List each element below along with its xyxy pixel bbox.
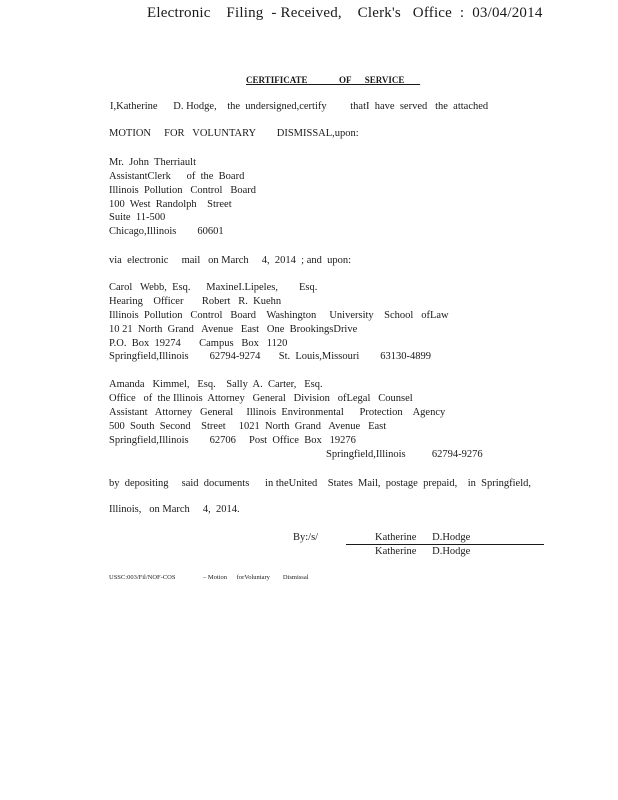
address-line: Hearing Officer Robert R. Kuehn [109,296,282,307]
address-line: P.O. Box 19274 Campus Box 1120 [109,338,288,349]
printed-name: Katherine D.Hodge [375,546,471,557]
address-line: 100 West Randolph Street [109,199,232,210]
intro-line-2: MOTION FOR VOLUNTARY DISMISSAL,upon: [109,128,359,139]
address-line: Springfield,Illinois 62706 Post Office Box 19276 [109,435,356,446]
electronic-signature: Katherine D.Hodge [375,532,471,543]
address-line: Assistant Attorney General Illinois Environmental Protection Agency [109,407,446,418]
address-line: Chicago,Illinois 60601 [109,226,224,237]
address-line: Amanda Kimmel, Esq. Sally A. Carter, Esq. [109,379,323,390]
address-line: Office of the Illinois Attorney General Division ofLegal Counsel [109,393,413,404]
address-line: Illinois Pollution Control Board [109,185,257,196]
address-line: AssistantClerk of the Board [109,171,245,182]
footer-document-code: USSC:003/Fil/NOF-COS [109,574,176,581]
address-line: Springfield,Illinois 62794-9274 St. Louis,Missouri 63130-4899 [109,351,432,362]
address-line: Mr. John Therriault [109,157,197,168]
address-line: Springfield,Illinois 62794-9276 [326,449,483,460]
filing-stamp-header: Electronic Filing - Received, Clerk's Office : 03/04/2014 [147,5,543,21]
intro-line-1: I,Katherine D. Hodge, the undersigned,certify thatI have served the attached [110,101,489,112]
certificate-title: CERTIFICATE OF SERVICE [246,75,421,85]
address-line: 500 South Second Street 1021 North Grand Avenue East [109,421,387,432]
by-label: By:/s/ [293,532,319,543]
closing-line-2: Illinois, on March 4, 2014. [109,504,240,515]
signature-line [346,544,544,545]
footer-document-description: – Motion forVoluntary Dismissal [203,574,309,581]
address-line: Illinois Pollution Control Board Washington University School ofLaw [109,310,449,321]
address-line: Suite 11-500 [109,212,166,223]
address-line: Carol Webb, Esq. MaxineI.Lipeles, Esq. [109,282,318,293]
via-electronic-mail-line: via electronic mail on March 4, 2014 ; and upon: [109,255,352,266]
closing-line-1: by depositing said documents in theUnited States Mail, postage prepaid, in Springfield, [109,478,531,489]
address-line: 10 21 North Grand Avenue East One BrookingsDrive [109,324,358,335]
